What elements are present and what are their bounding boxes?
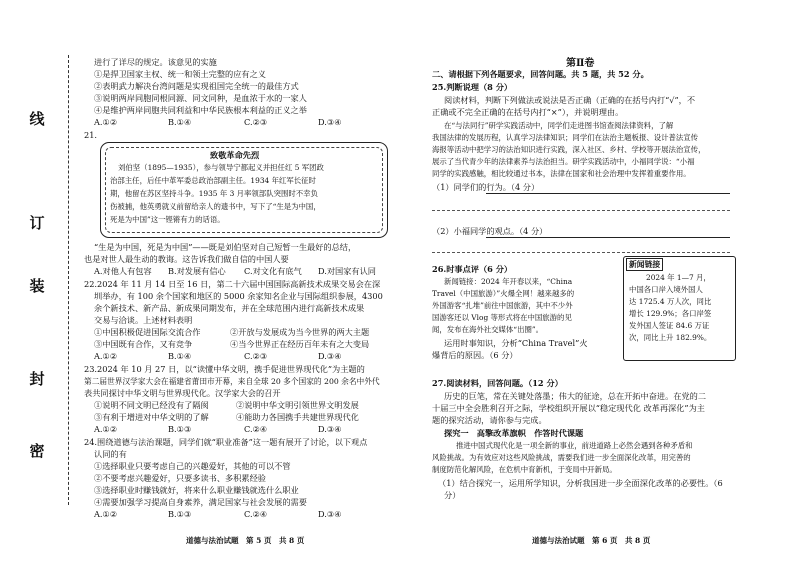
option-line: ③说明两岸同胞同根同源、同文同种，是血浓于水的一家人 [94, 93, 307, 103]
answer-choice: A.①② [94, 117, 118, 127]
answer-choice: C.②③ [244, 351, 268, 361]
option-line: ④是维护两岸同胞共同利益和中华民族根本利益的正义之举 [94, 105, 307, 115]
option-line: ②开放与发展成为当今世界的两大主题 [230, 327, 370, 337]
option-line: ③有利于增进对中华文明的了解 [94, 412, 209, 422]
question-title: 26.时事点评（6 分） [432, 264, 513, 274]
poster-line: 治部主任，后任中革军委总政治部副主任。1934 年红军长征时 [110, 176, 316, 185]
margin-char-feng: 封 [29, 370, 45, 388]
option-line: ④需要加强学习提高自身素养，满足国家与社会发展的需要 [94, 497, 307, 507]
answer-choice: D.③④ [318, 351, 342, 361]
material-line: 同学的实践感触，相比较通过书本，法律在国家和社会治理中发挥着重要作用。 [432, 169, 691, 178]
answer-choice: B.①④ [168, 117, 192, 127]
option-line: ①是捍卫国家主权、统一和领土完整的应有之义 [94, 69, 266, 79]
answer-choice: A.①② [94, 351, 118, 361]
material-line: 外国游客“扎堆”前往中国旅游，其中不少外 [432, 301, 573, 310]
news-link-label: 新闻链接 [626, 258, 663, 271]
news-line: 达 1725.4 万人次，同比 [629, 297, 712, 306]
text-line: 历史的巨笔，常在关键处落墨；伟大的征途，总在开拓中奋进。在党的二 [444, 391, 707, 401]
option-line: ①选择职业只要考虑自己的兴趣爱好，其他的可以不管 [94, 461, 291, 471]
question-number: 21. [84, 130, 98, 140]
poster-line: 期，他留在苏区坚持斗争。1935 年 3 月率领部队突围时不幸负 [110, 189, 318, 198]
text-line: 22.2024 年 11 月 14 日至 16 日，第二十六届中国国际高新技术成果交易会在深 [84, 279, 381, 289]
answer-choice: D.③④ [318, 509, 342, 519]
answer-choice: D.对国家有认同 [318, 266, 376, 276]
option-line: ②说明中华文明引领世界文明发展 [236, 400, 359, 410]
text-line: 余个新技术、新产品、新成果同期发布，并在全球范围内进行高新技术成果 [94, 303, 365, 313]
sub-question: （2）小福同学的观点。（4 分） [432, 226, 548, 236]
text-line: 运用时事知识，分析“China Travel”火 [444, 338, 588, 348]
answer-choice: B.①③ [168, 424, 192, 434]
text-line: 进行了详尽的规定。该意见的实施 [94, 57, 217, 67]
text-line: 23.2024 年 10 月 27 日，以“读懂中华文明，携手促进世界现代化”为主题的 [84, 364, 365, 374]
binding-line [68, 55, 69, 505]
material-line: 闻，发布在海外社交媒体“出圈”。 [432, 325, 544, 334]
material-line: 制度防范化解风险，在危机中育新机，于变局中开新局。 [432, 465, 617, 474]
news-line: 中国各口岸入境外国人 [629, 285, 703, 294]
option-line: ②表明武力解决台湾问题是实现祖国完全统一的最佳方式 [94, 81, 299, 91]
answer-line [432, 210, 730, 211]
material-line: 我国法律的发展历程，认真学习法律知识；同学们在法治主题板报、设计普法宣传 [432, 133, 699, 142]
question-title: 25.判断说理（8 分） [432, 82, 513, 92]
news-line: 增长 129.9%；各口岸签 [629, 309, 712, 318]
material-line: 推进中国式现代化是一项全新的事业，前进道路上必然会遇到各种矛盾和 [456, 441, 693, 450]
question-title: 27.阅读材料，回答问题。（12 分） [432, 378, 563, 388]
material-line: 展示了当代青少年的法律素养与法治担当。研学实践活动中，小福同学说：“小福 [432, 157, 695, 166]
margin-char-ding: 订 [29, 214, 45, 232]
option-line: ②不要考虑兴趣爱好，只要多读书、多积累经验 [94, 473, 266, 483]
answer-choice: A.对他人有包容 [94, 266, 152, 276]
sub-section-title: 探究一 高擎改革旗帜 作答时代课题 [444, 428, 584, 438]
material-line: Travel（中国旅游）”火爆全网！越来越多的 [432, 289, 575, 298]
answer-choice: C.②③ [244, 117, 268, 127]
news-line: 发外国人签证 84.6 万证 [629, 321, 710, 330]
material-line: 风险挑战。为有效应对这些风险挑战，需要我们进一步全面深化改革，用完善的 [432, 453, 691, 462]
news-line: 2024 年 1—7 月， [646, 273, 711, 282]
answer-choice: B.对发展有信心 [168, 266, 226, 276]
poster-line: 死是为中国”这一铿锵有力的话语。 [110, 215, 225, 224]
section-intro: 二、请根据下列各题要求，回答问题。共 5 题，共 52 分。 [432, 69, 649, 79]
answer-choice: B.①④ [168, 351, 192, 361]
material-line: 海报等活动中把学习的法治知识进行实践，深入社区、乡村、学校等开展法治宣传， [432, 145, 706, 154]
sub-question: （1）结合探究一，运用所学知识，分析我国进一步全面深化改革的必要性。（6 [438, 478, 723, 488]
poster-line: 刘伯坚（1895—1935），参与领导宁都起义并担任红 5 军团政 [118, 163, 324, 172]
text-line: 表共同探讨中华文明与世界现代化。汉学家大会的召开 [84, 388, 281, 398]
answer-choice: C.对文化有底气 [244, 266, 302, 276]
option-line: ③选择职业时赚钱就好，将来什么职业赚钱就选什么职业 [94, 485, 299, 495]
answer-choice: A.①② [94, 509, 118, 519]
news-line: 次，同比上升 182.9%。 [629, 333, 712, 342]
option-line: ①说明不同文明已经没有了隔阂 [94, 400, 209, 410]
margin-char-mi: 密 [29, 442, 45, 460]
answer-choice: C.②④ [244, 509, 268, 519]
answer-choice: D.③④ [318, 424, 342, 434]
text-line: 圳举办，有 100 余个国家和地区的 5000 余家知名企业与国际组织参展，4300 [94, 291, 383, 301]
answer-choice: D.③④ [318, 117, 342, 127]
text-line: 24.围绕道德与法治课题，同学们就“职业准备”这一题有展开了讨论，以下观点 [84, 437, 368, 447]
answer-choice: B.①③ [168, 509, 192, 519]
sub-question: 分） [444, 490, 461, 500]
section-title: 第Ⅱ卷 [566, 58, 595, 69]
text-line: 第二届世界汉学家大会在福建省莆田市开幕，来自全球 20 多个国家的 200 余名中外代 [84, 377, 380, 386]
text-line: 十届三中全会胜利召开之际，学校组织开展以“稳定现代化 改革再深化”为主 [432, 403, 705, 413]
text-line: 题的探究活动，请你参与完成。 [432, 415, 547, 425]
answer-line [486, 193, 730, 194]
answer-line [432, 252, 730, 253]
material-line: 国游客还以 Vlog 等形式将在中国旅游的见 [432, 313, 572, 322]
text-line: 正确或不完全正确的在括号内打“×”），并说明理由。 [432, 107, 624, 117]
margin-char-xian: 线 [29, 110, 45, 128]
answer-line [486, 237, 730, 238]
option-line: ③中国既有合作，又有竞争 [94, 339, 193, 349]
option-line: ④当今世界正在经历百年未有之大变局 [230, 339, 370, 349]
answer-choice: C.②④ [244, 424, 268, 434]
answer-choice: A.①② [94, 424, 118, 434]
material-line: 新闻链接：2024 年开春以来，“China [444, 277, 573, 286]
margin-char-zhuang: 装 [29, 277, 45, 295]
text-line: 认同的有 [94, 449, 127, 459]
text-line: 爆背后的原因。（6 分） [432, 350, 518, 360]
text-line: 阅读材料，判断下列做法或说法是否正确（正确的在括号内打“√”，不 [444, 95, 696, 105]
material-line: 在“与法同行”研学实践活动中，同学们走进图书馆查阅法律资料，了解 [444, 121, 674, 130]
poster-line: 伤被捕，他英勇就义前留给亲人的遗书中，写下了“生是为中国， [110, 202, 321, 211]
option-line: ①中国积极促进国际交流合作 [94, 327, 201, 337]
text-line: “生是为中国，死是为中国”——既是刘伯坚对自己短暂一生最好的总结， [94, 242, 357, 252]
text-line: 交易与洽谈。上述材料表明 [94, 315, 193, 325]
sub-question: （1）同学们的行为。（4 分） [432, 182, 540, 192]
page-footer: 道德与法治试题 第 6 页 共 8 页 [532, 536, 651, 545]
page-footer: 道德与法治试题 第 5 页 共 8 页 [186, 536, 305, 545]
poster-title: 致敬革命先烈 [210, 150, 260, 160]
text-line: 也是对世人最生动的教诲。这告诉我们做自信的中国人要 [84, 254, 289, 264]
option-line: ④能助力各国携手共建世界现代化 [236, 412, 359, 422]
